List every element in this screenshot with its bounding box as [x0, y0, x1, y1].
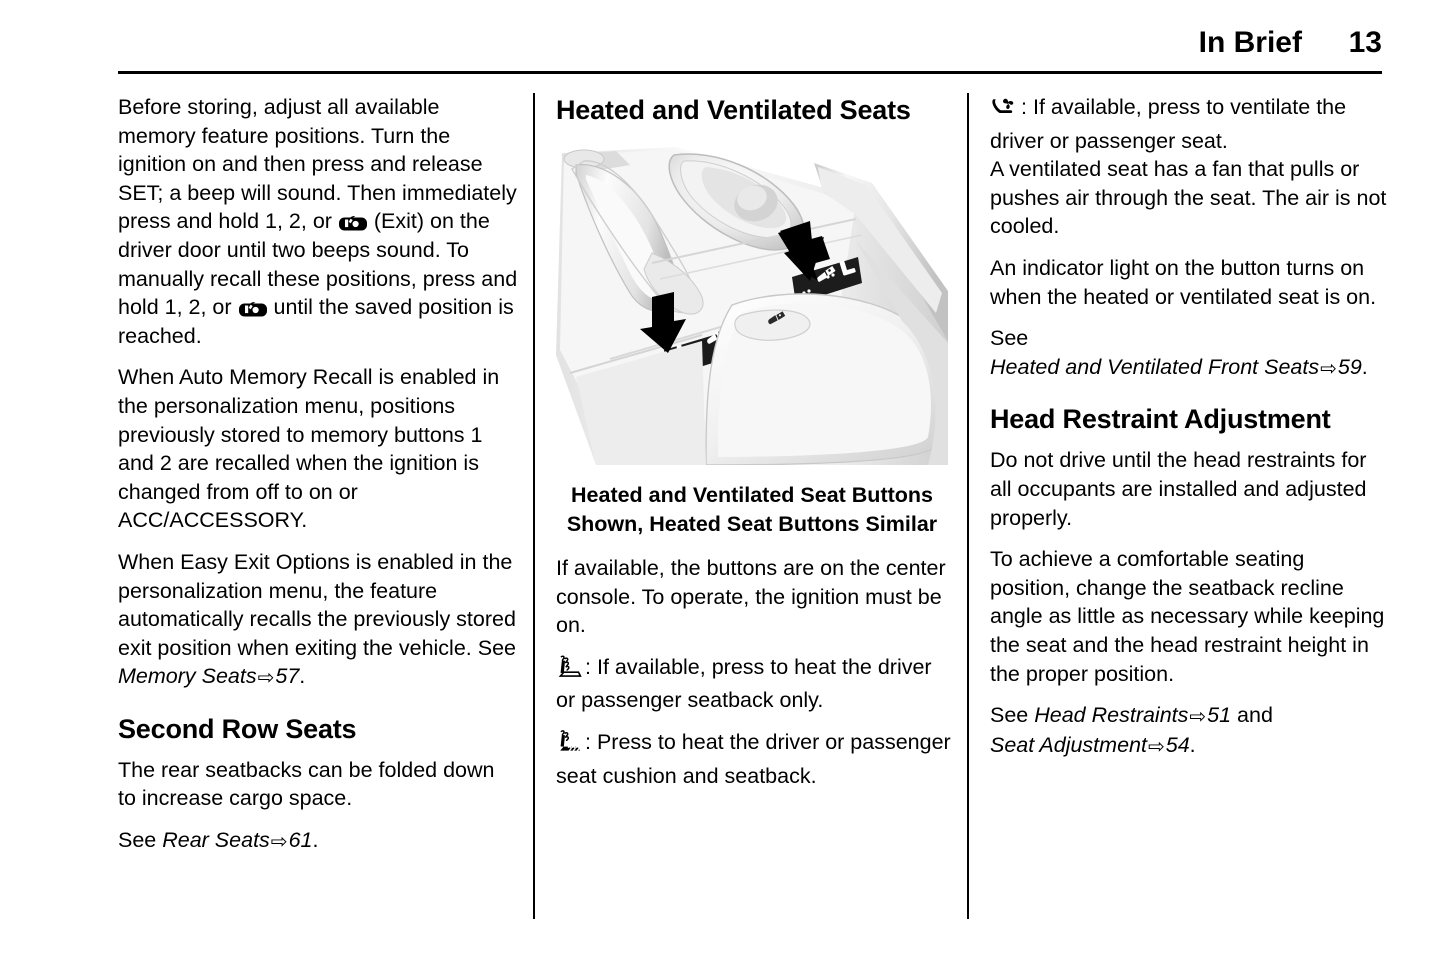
cross-reference-title: Memory Seats: [118, 664, 257, 689]
figure-caption: Heated and Ventilated Seat Buttons Shown, Heated Seat Buttons Similar: [566, 483, 938, 536]
cross-reference-title: Rear Seats: [162, 828, 270, 853]
symbol-text-line-2: A ventilated seat has a fan that pulls or pushes air through the seat. The air is not cooled.: [990, 157, 1387, 239]
see-label: See: [990, 703, 1035, 728]
symbol-text: If available, press to ventilate the driver or passenger seat.: [990, 95, 1347, 153]
symbol-separator: :: [585, 654, 591, 679]
paragraph-comfortable-seating: To achieve a comfortable seating position, change the seatback recline angle as little as necessary while keeping the seat and the head restraint height in the proper position.: [990, 547, 1385, 686]
cross-reference-title: Seat Adjustment: [990, 732, 1147, 757]
cross-reference-page: 59: [1337, 354, 1362, 379]
cross-reference-page: 57: [275, 664, 300, 689]
cross-reference-title: Heated and Ventilated Front Seats: [990, 354, 1320, 379]
symbol-text: Press to heat the driver or passenger seat cushion and seatback.: [556, 729, 951, 788]
column-layout: [0, 93, 1445, 923]
symbol-text: If available, press to heat the driver or passenger seatback only.: [556, 654, 932, 713]
period: .: [1361, 354, 1368, 379]
text-run: .: [299, 664, 306, 689]
symbol-item-ventilated-seat: [990, 93, 1388, 241]
text-run: until the saved position is reached.: [118, 295, 514, 348]
paragraph-memory-storing: [118, 93, 518, 350]
cross-reference-memory-seats[interactable]: [118, 664, 299, 688]
see-label: See: [990, 326, 1029, 351]
cross-reference-page: 61: [288, 828, 313, 853]
column-2: [556, 93, 956, 803]
joiner: and: [1231, 703, 1273, 728]
cross-reference-heated-ventilated-front-seats[interactable]: [990, 355, 1362, 379]
paragraph-rear-seatbacks: The rear seatbacks can be folded down to increase cargo space.: [118, 757, 495, 811]
symbol-item-heated-cushion-and-back: [556, 728, 956, 790]
cross-reference-seat-adjustment[interactable]: [990, 733, 1190, 757]
reference-rear-seats: [118, 826, 518, 856]
cross-reference-title: Head Restraints: [1034, 703, 1189, 728]
page-reference-arrow-icon: ⇨: [1189, 706, 1207, 729]
cross-reference-head-restraints[interactable]: [1034, 703, 1231, 727]
period: .: [312, 828, 319, 853]
heated-seat-cushion-and-back-icon: [556, 730, 582, 762]
page-header: [118, 26, 1382, 72]
page-reference-arrow-icon: ⇨: [1320, 357, 1337, 380]
console-illustration: [556, 145, 948, 465]
exit-memory-seat-icon: [238, 299, 268, 318]
exit-memory-seat-icon: [338, 213, 368, 232]
heated-seatback-icon: [556, 655, 582, 687]
page-reference-arrow-icon: ⇨: [1147, 735, 1165, 758]
column-3: [990, 93, 1388, 773]
paragraph-buttons-location: If available, the buttons are on the center console. To operate, the ignition must be on.: [556, 556, 946, 638]
cross-reference-page: 51: [1207, 703, 1232, 728]
cross-reference-rear-seats[interactable]: [162, 828, 312, 852]
cross-reference-page: 54: [1165, 732, 1190, 757]
page-reference-arrow-icon: ⇨: [257, 667, 275, 690]
symbol-item-heated-seatback: [556, 653, 956, 715]
ventilated-seat-icon: [990, 95, 1018, 127]
section-heading-heated-ventilated-seats: Heated and Ventilated Seats: [556, 95, 911, 125]
column-divider-1: [533, 93, 535, 919]
column-1: [118, 93, 518, 869]
paragraph-easy-exit-options: [118, 548, 518, 692]
section-heading-head-restraint-adjustment: Head Restraint Adjustment: [990, 404, 1331, 435]
symbol-separator: :: [585, 729, 591, 754]
page-number: 13: [1348, 26, 1382, 59]
symbol-separator: :: [1021, 95, 1027, 119]
paragraph-auto-memory-recall: When Auto Memory Recall is enabled in the personalization menu, positions previously stored to memory buttons 1 and 2 are recalled when the ignition is changed from off to on or ACC/ACCESSORY.: [118, 365, 500, 533]
page-title: In Brief: [1198, 26, 1302, 59]
reference-heated-ventilated-front-seats: [990, 324, 1388, 382]
text-run: When Easy Exit Options is enabled in the personalization menu, the feature automatically recalls the previously stored exit position when exiting the vehicle. See: [118, 549, 516, 660]
reference-head-restraints-and-seat-adjustment: [990, 701, 1388, 760]
figure-heated-ventilated-seat-buttons: [556, 145, 948, 538]
paragraph-indicator-light: An indicator light on the button turns on when the heated or ventilated seat is on.: [990, 255, 1377, 309]
column-divider-2: [967, 93, 969, 919]
header-rule: [118, 71, 1382, 74]
period: .: [1189, 732, 1196, 757]
see-label: See: [118, 828, 163, 853]
paragraph-do-not-drive: Do not drive until the head restraints for all occupants are installed and adjusted properly.: [990, 448, 1367, 530]
section-heading-second-row-seats: Second Row Seats: [118, 713, 357, 744]
page-reference-arrow-icon: ⇨: [270, 831, 288, 854]
text-run: Before storing, adjust all available memory feature positions. Turn the ignition on and then press and release SET; a beep will sound. Then immediately press and hold 1, 2, or: [118, 95, 517, 234]
text-run: (Exit) on the driver door until two beeps sound. To manually recall these positions, press and hold 1, 2, or: [118, 209, 518, 320]
